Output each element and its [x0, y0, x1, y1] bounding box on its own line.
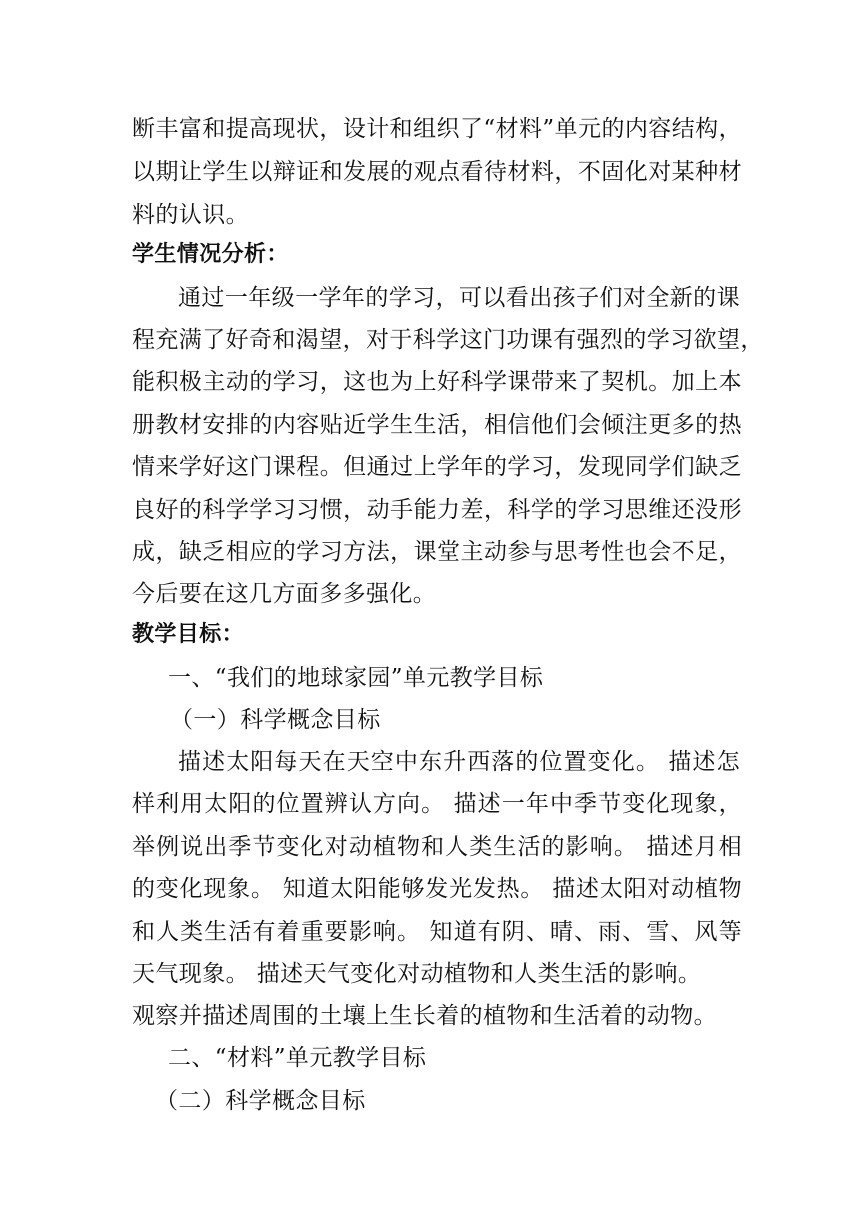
paragraph-line: 观察并描述周围的土壤上生长着的植物和生活着的动物。	[132, 1003, 717, 1029]
paragraph-line: 料的认识。	[132, 202, 249, 228]
paragraph-line: 描述太阳每天在天空中东升西落的位置变化。 描述怎	[178, 749, 740, 775]
paragraph-line: 程充满了好奇和渴望，对于科学这门功课有强烈的学习欲望，	[132, 327, 764, 353]
section-heading-students: 学生情况分析：	[132, 242, 289, 267]
paragraph-line: 以期让学生以辩证和发展的观点看待材料，不固化对某种材	[132, 159, 742, 185]
goal-subtitle-1: （一）科学概念目标	[170, 707, 381, 733]
paragraph-line: 能积极主动的学习，这也为上好科学课带来了契机。加上本	[132, 369, 742, 395]
paragraph-line: 通过一年级一学年的学习，可以看出孩子们对全新的课	[178, 285, 740, 311]
paragraph-line: 册教材安排的内容贴近学生生活，相信他们会倾注更多的热	[132, 412, 742, 438]
paragraph-line: 今后要在这几方面多多强化。	[132, 581, 437, 607]
paragraph-line: 成，缺乏相应的学习方法，课堂主动参与思考性也会不足，	[132, 539, 742, 565]
paragraph-line: 和人类生活有着重要影响。 知道有阴、晴、雨、雪、风等	[132, 919, 742, 945]
goal-title-1: 一、“我们的地球家园”单元教学目标	[168, 665, 544, 691]
paragraph-line: 天气现象。 描述天气变化对动植物和人类生活的影响。	[132, 961, 702, 987]
goal-title-2: 二、“材料”单元教学目标	[168, 1045, 427, 1071]
goal-subtitle-2: （二）科学概念目标	[155, 1088, 366, 1114]
paragraph-line: 样利用太阳的位置辨认方向。 描述一年中季节变化现象，	[132, 791, 742, 817]
paragraph-line: 断丰富和提高现状，设计和组织了“材料”单元的内容结构，	[132, 116, 742, 142]
paragraph-line: 情来学好这门课程。但通过上学年的学习，发现同学们缺乏	[132, 454, 742, 480]
paragraph-line: 的变化现象。 知道太阳能够发光发热。 描述太阳对动植物	[132, 876, 742, 902]
paragraph-line: 举例说出季节变化对动植物和人类生活的影响。 描述月相	[132, 834, 742, 860]
paragraph-line: 良好的科学学习习惯，动手能力差，科学的学习思维还没形	[132, 497, 742, 523]
section-heading-goals: 教学目标：	[132, 622, 245, 647]
